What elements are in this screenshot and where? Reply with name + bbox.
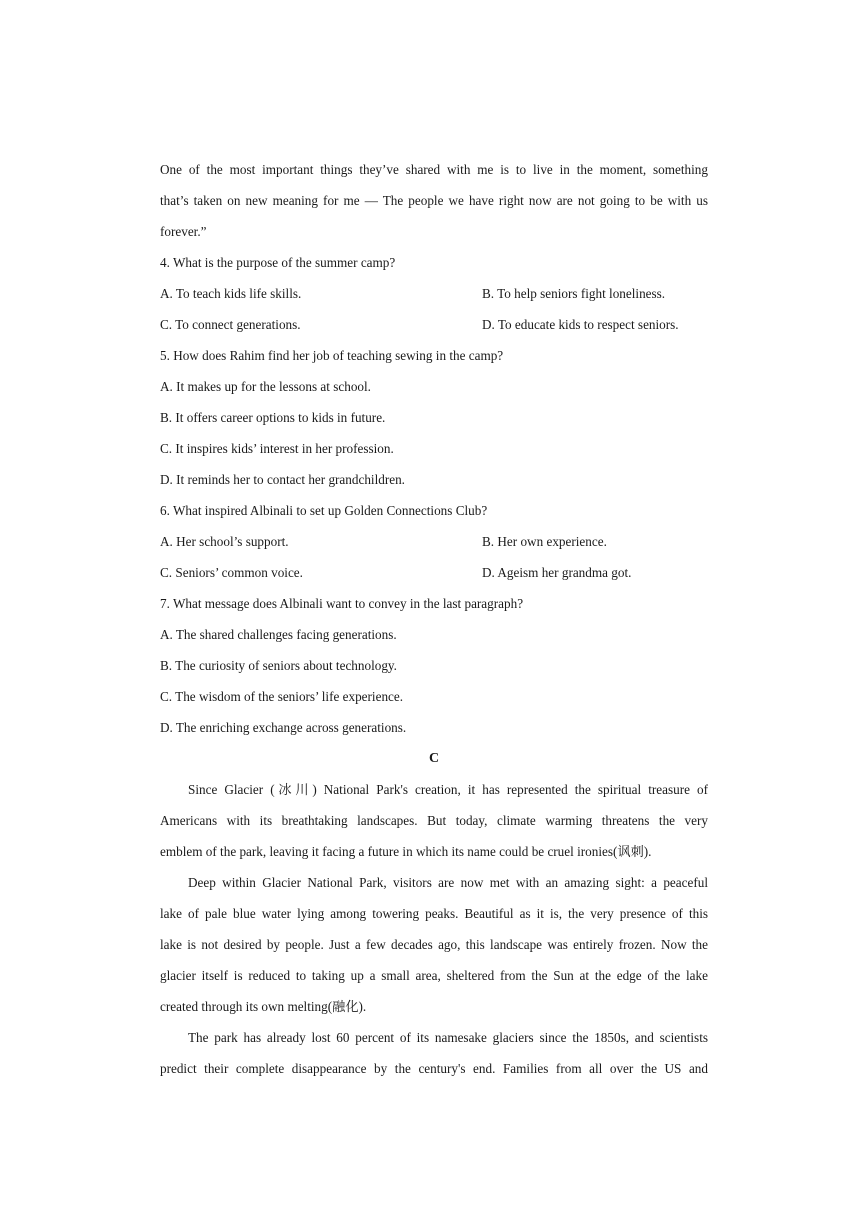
paragraph-line: created through its own melting(融化). [160,999,367,1014]
question-stem: 7. What message does Albinali want to convey in the last paragraph? [160,596,524,611]
option-d: D. Ageism her grandma got. [482,565,632,580]
options-row [160,561,708,592]
paragraph-line: emblem of the park, leaving it facing a future in which its name could be cruel ironies(讽刺). [160,844,652,859]
option-c: C. Seniors’ common voice. [160,565,303,580]
option-b: B. Her own experience. [482,534,607,549]
option-b: B. It offers career options to kids in future. [160,410,386,425]
option-d: D. To educate kids to respect seniors. [482,317,679,332]
options-row [160,313,708,344]
option-d: D. The enriching exchange across generations. [160,720,407,735]
paragraph-line: The park has already lost 60 percent of its namesake glaciers since the 1850s, and scientists [188,1030,708,1045]
paragraph-line: predict their complete disappearance by the century's end. Families from all over the US and [160,1061,708,1076]
option-b: B. To help seniors fight loneliness. [482,286,666,301]
question-stem: 4. What is the purpose of the summer camp? [160,255,396,270]
paragraph-line: lake of pale blue water lying among towering peaks. Beautiful as it is, the very presence of this [160,906,708,921]
intro-line: One of the most important things they’ve shared with me is to live in the moment, something [160,162,708,177]
paragraph-line: lake is not desired by people. Just a few decades ago, this landscape was entirely frozen. Now the [160,937,708,952]
question-stem: 6. What inspired Albinali to set up Golden Connections Club? [160,503,488,518]
option-a: A. To teach kids life skills. [160,286,302,301]
option-d: D. It reminds her to contact her grandchildren. [160,472,405,487]
paragraph-line: glacier itself is reduced to taking up a small area, sheltered from the Sun at the edge of the lake [160,968,708,983]
option-b: B. The curiosity of seniors about technology. [160,658,397,673]
option-c: C. It inspires kids’ interest in her profession. [160,441,394,456]
options-row [160,282,708,313]
option-a: A. The shared challenges facing generations. [160,627,397,642]
document-page [160,158,708,1088]
paragraph-line: Since Glacier (冰川) National Park's creation, it has represented the spiritual treasure of [188,782,708,797]
option-c: C. To connect generations. [160,317,301,332]
option-a: A. Her school’s support. [160,534,289,549]
options-row [160,530,708,561]
section-heading: C [428,751,440,766]
option-c: C. The wisdom of the seniors’ life experience. [160,689,404,704]
question-stem: 5. How does Rahim find her job of teaching sewing in the camp? [160,348,504,363]
paragraph-line: Americans with its breathtaking landscapes. But today, climate warming threatens the very [160,813,708,828]
intro-line: forever.” [160,224,207,239]
option-a: A. It makes up for the lessons at school. [160,379,371,394]
paragraph-line: Deep within Glacier National Park, visitors are now met with an amazing sight: a peaceful [188,875,708,890]
intro-line: that’s taken on new meaning for me — The people we have right now are not going to be with us [160,193,708,208]
